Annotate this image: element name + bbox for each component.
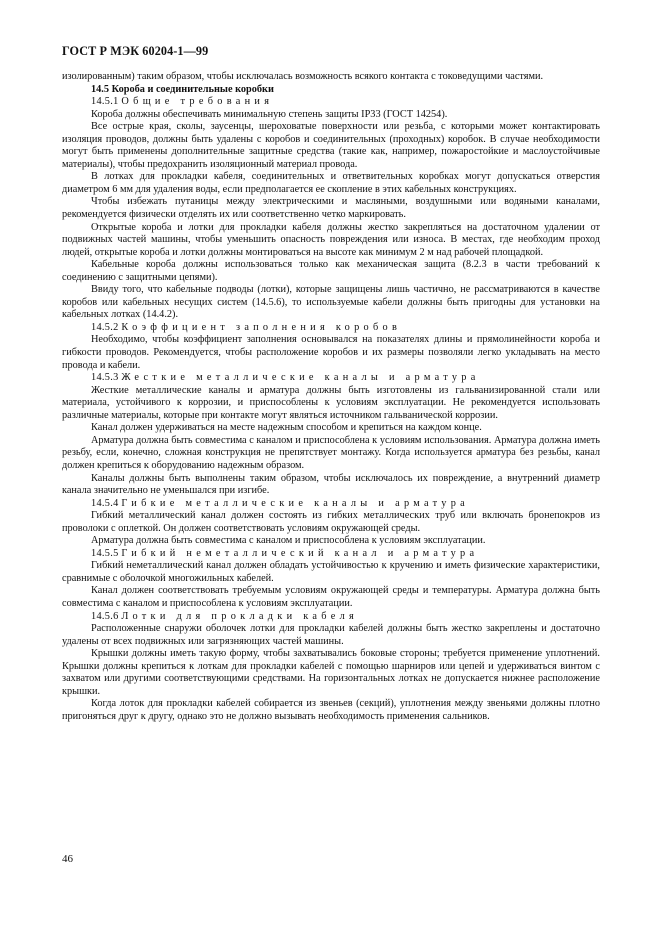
subsection-title: Жесткие металлические каналы и арматура xyxy=(121,372,480,384)
subsection-heading xyxy=(62,322,600,335)
paragraph: Жесткие металлические каналы и арматура должны быть изготовлены из гальванизированной стали или материала, устойчивого к коррозии, и приспособлены к условиям эксплуатации. Не рекомендуется использовать различные материалы, которые при контакте могут являться источником гальванической коррозии. xyxy=(62,384,600,421)
paragraph: Гибкий металлический канал должен состоять из гибких металлических труб или включать бронепокров из проволоки с оплеткой. Он должен соответствовать условиям окружающей среды. xyxy=(62,510,600,534)
subsection-title: Гибкие металлические каналы и арматура xyxy=(121,497,470,509)
document-body xyxy=(62,71,600,723)
paragraph: Все острые края, сколы, заусенцы, шероховатые поверхности или резьба, с которыми может контактировать изоляция проводов, должны быть удалены с коробов и соединительных (проходных) коробок. В случае необходимости могут быть применены дополнительные защитные средства (такие как, например, пожаростойкие и маслоустойчивые материалы), чтобы предохранить изоляционный материал провода. xyxy=(62,121,600,170)
paragraph: Короба должны обеспечивать минимальную степень защиты IP33 (ГОСТ 14254). xyxy=(91,108,448,120)
subsection-heading xyxy=(62,611,600,624)
subsection-number: 14.5.3 xyxy=(91,372,119,384)
section-heading xyxy=(62,84,600,97)
subsection-heading xyxy=(62,548,600,561)
page-number: 46 xyxy=(62,853,73,865)
subsection-number: 14.5.2 xyxy=(91,321,119,333)
subsection-heading xyxy=(62,372,600,385)
paragraph: изолированным) таким образом, чтобы исключалась возможность всякого контакта с токоведущими частями. xyxy=(62,71,544,82)
paragraph: В лотках для прокладки кабеля, соединительных и ответвительных коробках могут допускаться отверстия диаметром 6 мм для удаления воды, если предполагается ее скопление в этих кабельных конструкциях. xyxy=(62,171,600,195)
subsection-title: Общие требования xyxy=(121,96,274,108)
section-title: Короба и соединительные коробки xyxy=(111,83,274,95)
section-number: 14.5 xyxy=(91,83,110,95)
paragraph: Открытые короба и лотки для прокладки кабеля должны жестко закрепляться на достаточном удалении от подвижных частей машины, чтобы уменьшить опасность повреждения или износа. В местах, где необходим проход людей, открытые короба и лотки должны монтироваться на высоте как минимум 2 м над рабочей площадкой. xyxy=(62,221,600,258)
subsection-title: Гибкий неметаллический канал и арматура xyxy=(121,547,479,559)
paragraph: Ввиду того, что кабельные подводы (лотки), которые защищены лишь частично, не рассматриваются в качестве коробов или кабельных несущих систем (14.5.6), то используемые кабели должны быть пригодны для установки на кабельных лотках (14.4.2). xyxy=(62,284,600,321)
subsection-number: 14.5.1 xyxy=(91,96,119,108)
paragraph: Крышки должны иметь такую форму, чтобы захватывались боковые стороны; требуется применение уплотнений. Крышки должны крепиться к лоткам для прокладки кабелей с помощью шарниров или цепей и удерживаться винтом с захватом или другими соответствующими средствами. На горизонтальных лотках не допускается нижнее расположение крышки. xyxy=(62,648,600,697)
paragraph: Чтобы избежать путаницы между электрическими и масляными, воздушными или водяными каналами, рекомендуется физически отделять их или соответственно четко маркировать. xyxy=(62,196,600,221)
subsection-number: 14.5.5 xyxy=(91,547,119,559)
document-header: ГОСТ Р МЭК 60204-1—99 xyxy=(62,44,209,58)
paragraph: Канал должен соответствовать требуемым условиям окружающей среды и температуры. Арматура должна быть совместима с каналом и приспособлена к условиям эксплуатации. xyxy=(62,585,600,609)
subsection-number: 14.5.4 xyxy=(91,497,119,509)
paragraph: Арматура должна быть совместима с каналом и приспособлена к условиям эксплуатации. xyxy=(91,535,486,547)
paragraph: Канал должен удерживаться на месте надежным способом и крепиться на каждом конце. xyxy=(91,422,482,434)
paragraph: Когда лоток для прокладки кабелей собирается из звеньев (секций), уплотнения между звеньями должны плотно пригоняться друг к другу, однако это не должно вызывать необходимость применения сальников. xyxy=(62,698,600,722)
subsection-title: Лотки для прокладки кабеля xyxy=(121,610,359,622)
paragraph: Необходимо, чтобы коэффициент заполнения основывался на показателях длины и прямолинейности короба и гибкости проводов. Рекомендуется, чтобы расположение коробов и их размеры позволяли легко укладывать на место провода и кабели. xyxy=(62,334,600,371)
paragraph: Расположенные снаружи оболочек лотки для прокладки кабелей должны быть жестко закреплены и достаточно удалены от всех подвижных или загрязняющих частей машины. xyxy=(62,623,600,647)
paragraph: Гибкий неметаллический канал должен обладать устойчивостью к кручению и иметь физические характеристики, сравнимые с оболочкой многожильных кабелей. xyxy=(62,560,600,584)
paragraph: Арматура должна быть совместима с каналом и приспособлена к условиям использования. Арматура должна иметь резьбу, если, конечно, сложная конструкция не препятствует монтажу. Когда используется арматура без резьбы, канал должен крепиться к оборудованию надежным образом. xyxy=(62,434,600,471)
subsection-heading xyxy=(62,96,600,109)
paragraph: Каналы должны быть выполнены таким образом, чтобы исключалось их повреждение, а внутренний диаметр канала значительно не уменьшался при изгибе. xyxy=(62,472,600,497)
subsection-heading xyxy=(62,498,600,511)
subsection-number: 14.5.6 xyxy=(91,610,119,622)
subsection-title: Коэффициент заполнения коробов xyxy=(121,321,402,333)
paragraph: Кабельные короба должны использоваться только как механическая защита (8.2.3 в части требований к соединению с защитными цепями). xyxy=(62,259,600,283)
